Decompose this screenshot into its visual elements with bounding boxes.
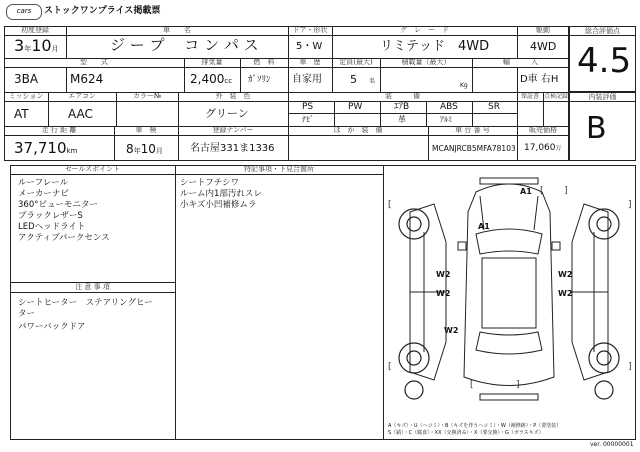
first-reg-year: 3年10月 bbox=[14, 36, 59, 55]
total-score: 4.5 bbox=[577, 41, 632, 81]
bracket: ] bbox=[628, 362, 632, 372]
model-no: M624 bbox=[70, 72, 104, 86]
mileage: 37,710km bbox=[14, 139, 78, 157]
first-reg-label: 初度登録 bbox=[21, 26, 49, 34]
model-code: 3BA bbox=[14, 72, 39, 86]
color-no-label: カラー№ bbox=[132, 92, 162, 100]
aircon: AAC bbox=[68, 107, 93, 121]
list-item: ター bbox=[18, 309, 36, 319]
equip-navi: ﾅﾋﾞ bbox=[302, 115, 314, 124]
caution-label: 注 意 事 項 bbox=[75, 283, 110, 291]
notes-list bbox=[180, 178, 262, 211]
equip-sr: SR bbox=[488, 102, 500, 112]
ext-color: グリーン bbox=[205, 107, 249, 120]
version: ver. 00000001 bbox=[590, 441, 634, 448]
usage-label: 車 歴 bbox=[299, 58, 321, 66]
displacement-label: 排気量 bbox=[201, 58, 223, 66]
aircon-label: エアコン bbox=[68, 92, 96, 100]
caution-list bbox=[18, 298, 153, 333]
equip-leather: 革 bbox=[398, 115, 406, 124]
mission-label: ミッション bbox=[8, 92, 44, 100]
capacity: 5 名 bbox=[350, 73, 376, 86]
bracket: [ bbox=[540, 186, 544, 196]
ext-color-label: 外 装 色 bbox=[215, 92, 251, 100]
list-item: アクティブパークセンス bbox=[18, 233, 110, 243]
equip-pw: PW bbox=[348, 102, 363, 112]
equip-abs: ABS bbox=[440, 102, 458, 112]
shaken-label: 車 検 bbox=[135, 126, 157, 134]
fuel-label: 燃 料 bbox=[253, 58, 275, 66]
equip-airbag: ｴｱB bbox=[394, 102, 410, 112]
door-type: 5・W bbox=[296, 41, 323, 52]
import-label: 輸 入 bbox=[503, 58, 538, 66]
list-item: シートヒーター ステアリングヒー bbox=[18, 298, 153, 308]
load-unit: Kg bbox=[460, 82, 468, 89]
fuel: ｶﾞｿﾘﾝ bbox=[248, 75, 271, 85]
damage-w2-center: W2 bbox=[444, 326, 459, 335]
inspection-label: 点検記録 bbox=[543, 93, 568, 100]
bracket: [ bbox=[470, 380, 474, 390]
damage-legend-line2: S（錆）・C（腐食）・XX（交換済み）・X（要交換）・G（ガラスキズ） bbox=[388, 430, 544, 436]
list-item: メーカーナビ bbox=[18, 189, 69, 199]
equip-label: 装 備 bbox=[385, 92, 420, 100]
displacement: 2,400cc bbox=[190, 72, 233, 86]
damage-w2-right-rear: W2 bbox=[558, 289, 573, 298]
capacity-label: 定員(最大) bbox=[339, 58, 373, 66]
bracket: ] bbox=[516, 380, 520, 390]
plate: 名古屋331ま1336 bbox=[190, 143, 275, 154]
sales-points-label: セールスポイント bbox=[64, 165, 121, 173]
list-item: ルーム内1部汚れスレ bbox=[180, 189, 262, 199]
equip-alloy: ｱﾙﾐ bbox=[440, 115, 452, 124]
grade: リミテッド 4WD bbox=[380, 39, 490, 54]
list-item: シートフチシワ bbox=[180, 178, 240, 188]
history-label: 保証書 bbox=[520, 93, 539, 100]
damage-a1-top: A1 bbox=[520, 187, 532, 196]
list-item: 360°ビューモニター bbox=[18, 200, 98, 210]
drive: 4WD bbox=[530, 40, 557, 53]
plate-label: 登録ナンバー bbox=[212, 126, 254, 134]
damage-w2-left-rear: W2 bbox=[436, 289, 451, 298]
bracket: ] bbox=[628, 200, 632, 210]
car-name-label: 車 名 bbox=[163, 26, 191, 34]
interior-score-label: 内装評価 bbox=[588, 93, 617, 101]
interior-score: B bbox=[586, 111, 607, 146]
usage: 自家用 bbox=[292, 74, 322, 85]
price-label: 販売価格 bbox=[529, 126, 557, 134]
logo: cars bbox=[6, 4, 42, 20]
grade-label: グ レ ー ド bbox=[400, 26, 449, 34]
car-name: ジ ー プ コ ン パ ス bbox=[110, 36, 259, 54]
list-item: LEDヘッドライト bbox=[18, 222, 86, 232]
total-score-label: 総合評価点 bbox=[585, 27, 620, 35]
mission: AT bbox=[14, 107, 29, 121]
car-diagram bbox=[384, 172, 634, 420]
other-equip-label: ほ か 装 備 bbox=[333, 126, 383, 134]
chassis: MCANJRCB5MFA78103 bbox=[432, 144, 516, 153]
drive-label: 駆動 bbox=[536, 26, 550, 34]
equip-ps: PS bbox=[302, 102, 314, 112]
damage-a1-hood: A1 bbox=[478, 222, 490, 231]
notes-label: 特記事項・下見合箇所 bbox=[244, 165, 314, 173]
page-title: ストックワンプライス掲載票 bbox=[44, 6, 161, 16]
model-label: 型 式 bbox=[80, 58, 108, 66]
price: 17,060万 bbox=[524, 143, 562, 153]
load-label: 積載量（最大） bbox=[401, 58, 451, 66]
list-item: 小キズ小凹補修ムラ bbox=[180, 200, 257, 210]
bracket: [ bbox=[388, 362, 392, 372]
sales-points-list bbox=[18, 178, 110, 244]
list-item: ブラックレザーS bbox=[18, 211, 83, 221]
import-type: D車 右H bbox=[520, 74, 559, 85]
chassis-label: 車 台 番 号 bbox=[455, 126, 490, 134]
bracket: [ bbox=[388, 200, 392, 210]
damage-legend-line1: A（キズ）・U（ヘコミ）・B（キズを伴うヘコミ）・W（補修跡）・P（要塗装） bbox=[388, 423, 562, 429]
door-type-label: ドア・形状 bbox=[292, 26, 328, 34]
list-item: パワーバックドア bbox=[18, 322, 86, 332]
damage-w2-left-front: W2 bbox=[436, 270, 451, 279]
mileage-label: 走 行 距 離 bbox=[41, 126, 77, 134]
bracket: ] bbox=[564, 186, 568, 196]
list-item: ルーフレール bbox=[18, 178, 69, 188]
shaken: 8年10月 bbox=[126, 142, 163, 156]
damage-w2-right-front: W2 bbox=[558, 270, 573, 279]
